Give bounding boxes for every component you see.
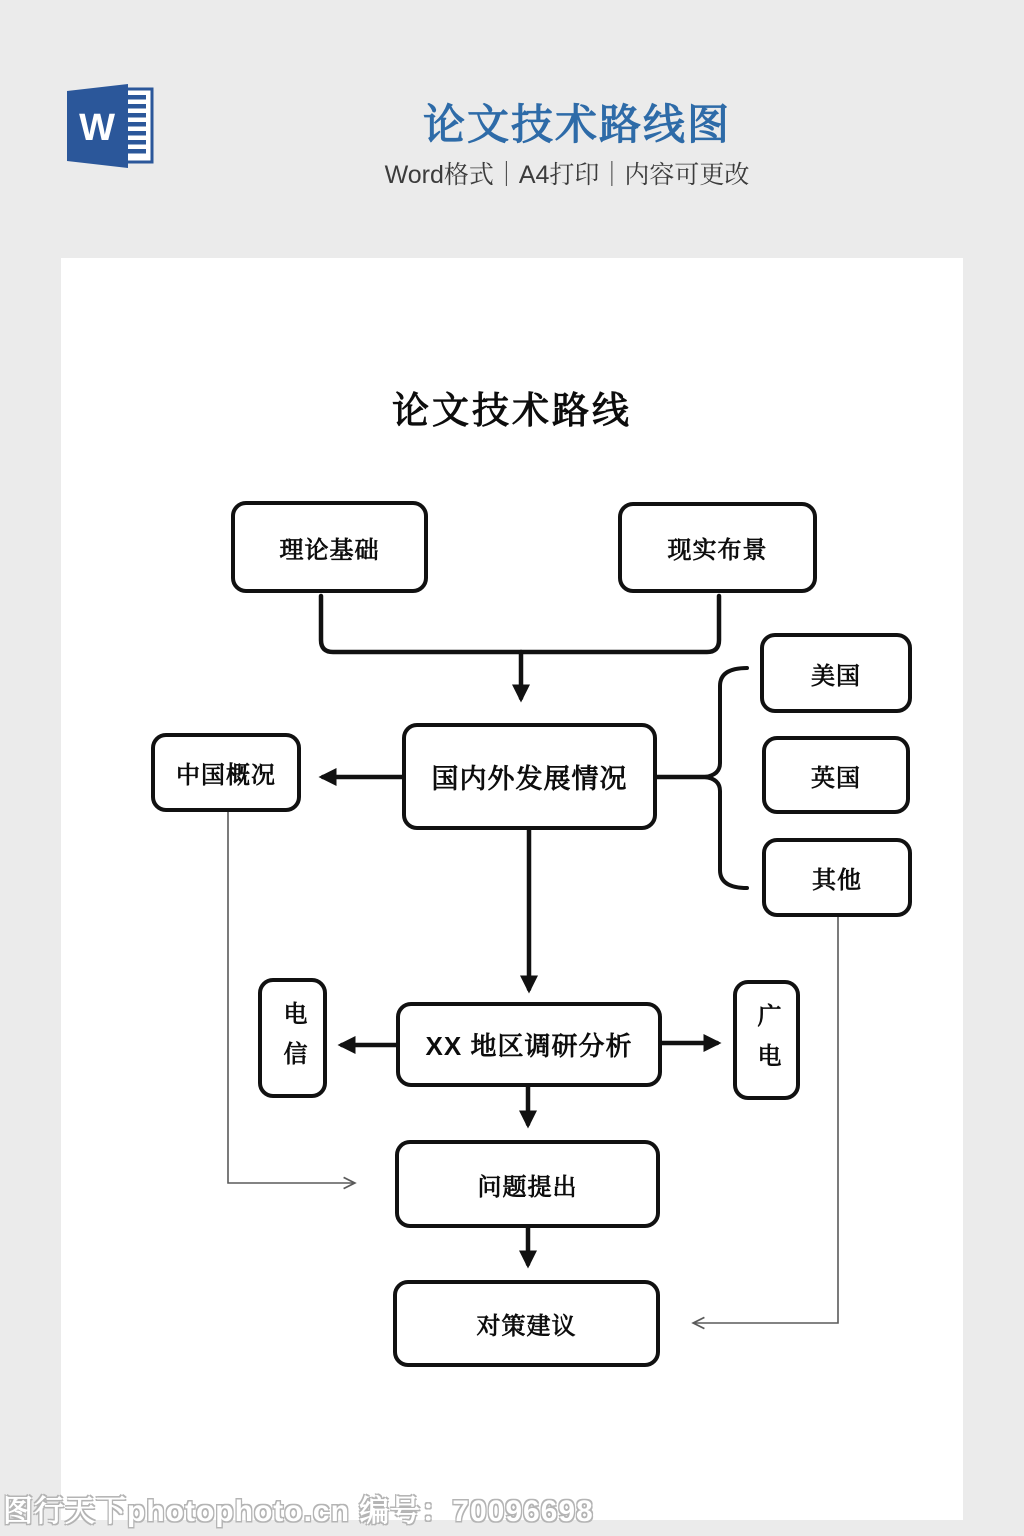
- word-icon: [64, 84, 156, 168]
- node-other: 其他: [762, 838, 912, 917]
- watermark: 图行天下photophoto.cn 编号：70096698: [3, 1495, 594, 1528]
- node-uk: 英国: [762, 736, 910, 814]
- node-problem-raising: 问题提出: [395, 1140, 660, 1228]
- node-usa: 美国: [760, 633, 912, 713]
- thin-arrow-other-to-suggestion: [694, 917, 838, 1323]
- node-broadcast: 广电: [733, 980, 800, 1100]
- node-domestic-development: 国内外发展情况: [402, 723, 657, 830]
- brace: [705, 668, 747, 888]
- bracket-connector: [321, 596, 719, 652]
- doc-title: 论文技术路线图: [422, 101, 732, 148]
- diagram-title: 论文技术路线: [392, 390, 632, 431]
- node-reality-background: 现实布景: [618, 502, 817, 593]
- node-telecom: 电信: [258, 978, 327, 1098]
- document-page: [61, 258, 963, 1520]
- node-region-survey: XX 地区调研分析: [396, 1002, 662, 1087]
- word-icon-letter: W: [79, 107, 115, 149]
- node-china-overview: 中国概况: [151, 733, 301, 812]
- doc-subtitle: Word格式｜A4打印｜内容可更改: [384, 161, 750, 189]
- node-theory-basis: 理论基础: [231, 501, 428, 593]
- node-suggestion: 对策建议: [393, 1280, 660, 1367]
